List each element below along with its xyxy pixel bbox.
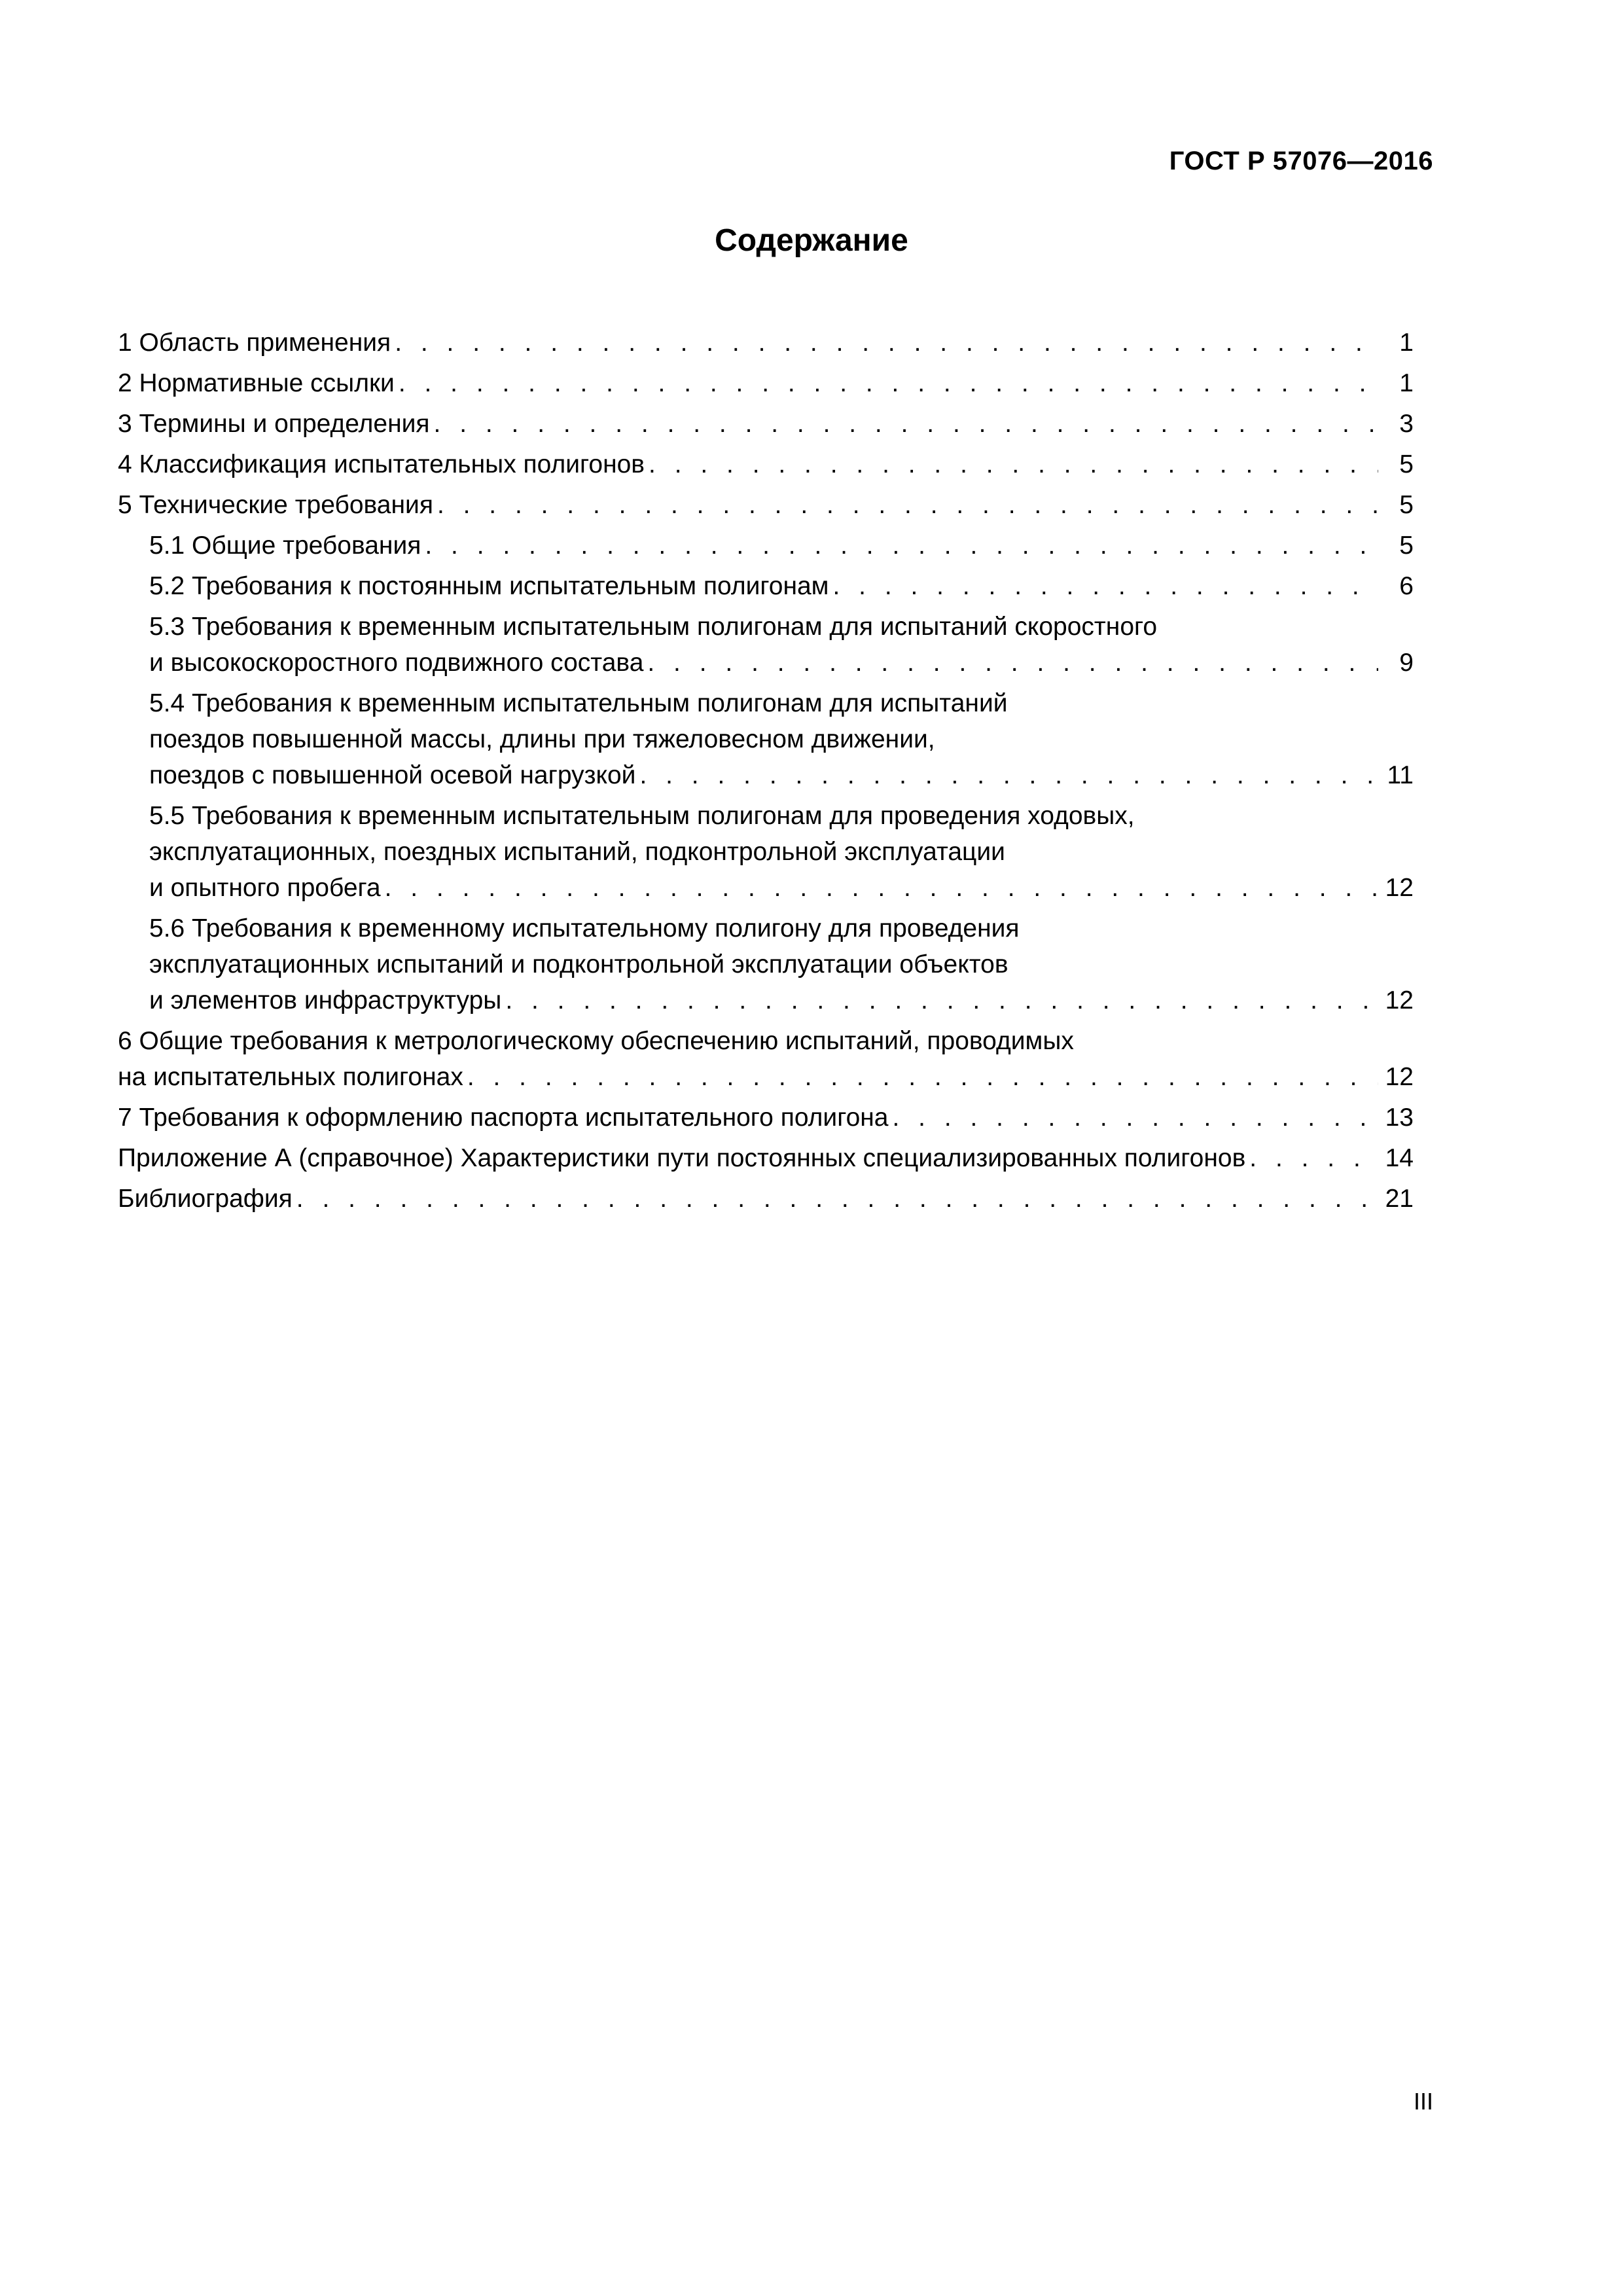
toc-page-number: 12 xyxy=(1385,1063,1414,1091)
toc-page-number: 1 xyxy=(1399,369,1414,397)
toc-entry xyxy=(149,685,1414,793)
toc-entry-text: 5.6 Требования к временному испытательному полигону для проведения xyxy=(149,914,1020,942)
toc-entry-text: 5.5 Требования к временным испытательным полигонам для проведения ходовых, xyxy=(149,802,1135,830)
toc-entry xyxy=(118,1181,1414,1217)
toc-page-number: 12 xyxy=(1385,986,1414,1014)
toc-dot-leader xyxy=(385,870,1378,906)
toc-entry-row xyxy=(118,1181,1414,1217)
toc-page-number: 1 xyxy=(1399,329,1414,357)
toc-entry-text: эксплуатационных испытаний и подконтрольной эксплуатации объектов xyxy=(149,950,1008,978)
toc-dot-leader xyxy=(1249,1140,1378,1176)
toc-entry xyxy=(118,406,1414,442)
toc-dot-leader xyxy=(434,406,1378,442)
toc-entry-row xyxy=(149,870,1414,906)
toc-entry-text: поездов повышенной массы, длины при тяжеловесном движении, xyxy=(149,725,935,753)
toc-dot-leader xyxy=(395,325,1378,361)
toc-page-number: 5 xyxy=(1399,491,1414,519)
toc-entry-text: 5.2 Требования к постоянным испытательным полигонам xyxy=(149,572,829,600)
toc-title: Содержание xyxy=(715,223,908,258)
document-code: ГОСТ Р 57076—2016 xyxy=(1169,147,1433,175)
toc-entry-text: поездов с повышенной осевой нагрузкой xyxy=(149,761,636,789)
toc-entry-row xyxy=(149,568,1414,604)
toc-page-number: 6 xyxy=(1399,572,1414,600)
toc-entry-row xyxy=(118,1100,1414,1136)
toc-entry xyxy=(118,487,1414,523)
toc-entry-text: 3 Термины и определения xyxy=(118,410,430,438)
toc-entry-row xyxy=(118,365,1414,401)
toc-entry xyxy=(118,446,1414,482)
toc-entry-row xyxy=(118,325,1414,361)
toc-page-number: 14 xyxy=(1385,1144,1414,1172)
toc-entry-row xyxy=(118,487,1414,523)
toc-page-number: 9 xyxy=(1399,649,1414,677)
toc-entry-text: Приложение А (справочное) Характеристики пути постоянных специализированных полигонов xyxy=(118,1144,1246,1172)
toc-entry-row xyxy=(118,446,1414,482)
toc-entry-text: и элементов инфраструктуры xyxy=(149,986,502,1014)
toc-entry-text: на испытательных полигонах xyxy=(118,1063,463,1091)
toc-page-number: 3 xyxy=(1399,410,1414,438)
toc-entry-text: 6 Общие требования к метрологическому обеспечению испытаний, проводимых xyxy=(118,1027,1074,1055)
toc-entry-text: 5.1 Общие требования xyxy=(149,531,421,560)
toc-entry xyxy=(118,1100,1414,1136)
toc-entry xyxy=(149,798,1414,906)
toc-entry-row xyxy=(118,406,1414,442)
toc-entry-text: 5.4 Требования к временным испытательным полигонам для испытаний xyxy=(149,689,1008,717)
toc-dot-leader xyxy=(437,487,1378,523)
toc-dot-leader xyxy=(833,568,1379,604)
toc-entry-row xyxy=(149,757,1414,793)
toc-dot-leader xyxy=(467,1059,1378,1095)
toc-page-number: 5 xyxy=(1399,531,1414,560)
toc-entry-text: и высокоскоростного подвижного состава xyxy=(149,649,644,677)
toc-entry-text: 5.3 Требования к временным испытательным полигонам для испытаний скоростного xyxy=(149,613,1158,641)
toc-entry-text: Библиография xyxy=(118,1185,293,1213)
toc-entry xyxy=(149,910,1414,1018)
toc-page-number: 21 xyxy=(1385,1185,1414,1213)
toc-page-number: 11 xyxy=(1387,761,1414,789)
toc-page-number: 5 xyxy=(1399,450,1414,478)
toc-dot-leader xyxy=(399,365,1378,401)
toc-entry-text: 1 Область применения xyxy=(118,329,391,357)
toc-entry-text: эксплуатационных, поездных испытаний, подконтрольной эксплуатации xyxy=(149,838,1005,866)
toc-entry-text: и опытного пробега xyxy=(149,874,381,902)
toc-entry xyxy=(118,365,1414,401)
toc-entry xyxy=(118,1023,1414,1095)
toc-entry-row xyxy=(118,1059,1414,1095)
toc-entry xyxy=(149,568,1414,604)
toc-entry-row xyxy=(118,1140,1414,1176)
toc-entry xyxy=(149,528,1414,564)
toc-entry xyxy=(118,1140,1414,1176)
toc-dot-leader xyxy=(296,1181,1378,1217)
toc-entry-row xyxy=(149,645,1414,681)
toc-entry-text: 5 Технические требования xyxy=(118,491,433,519)
toc-entry-text: 4 Классификация испытательных полигонов xyxy=(118,450,645,478)
toc-entry-text: 2 Нормативные ссылки xyxy=(118,369,395,397)
toc-dot-leader xyxy=(425,528,1378,564)
toc-dot-leader xyxy=(647,645,1378,681)
toc-dot-leader xyxy=(892,1100,1378,1136)
toc-page-number: 13 xyxy=(1385,1103,1414,1132)
toc-dot-leader xyxy=(505,982,1378,1018)
toc-dot-leader xyxy=(649,446,1378,482)
toc-entry-row xyxy=(149,528,1414,564)
toc-entry xyxy=(149,609,1414,681)
page-number: III xyxy=(1413,2088,1433,2115)
toc-page-number: 12 xyxy=(1385,874,1414,902)
table-of-contents xyxy=(118,325,1414,1221)
toc-dot-leader xyxy=(639,757,1378,793)
toc-entry-row xyxy=(149,982,1414,1018)
toc-entry-text: 7 Требования к оформлению паспорта испытательного полигона xyxy=(118,1103,889,1132)
toc-entry xyxy=(118,325,1414,361)
